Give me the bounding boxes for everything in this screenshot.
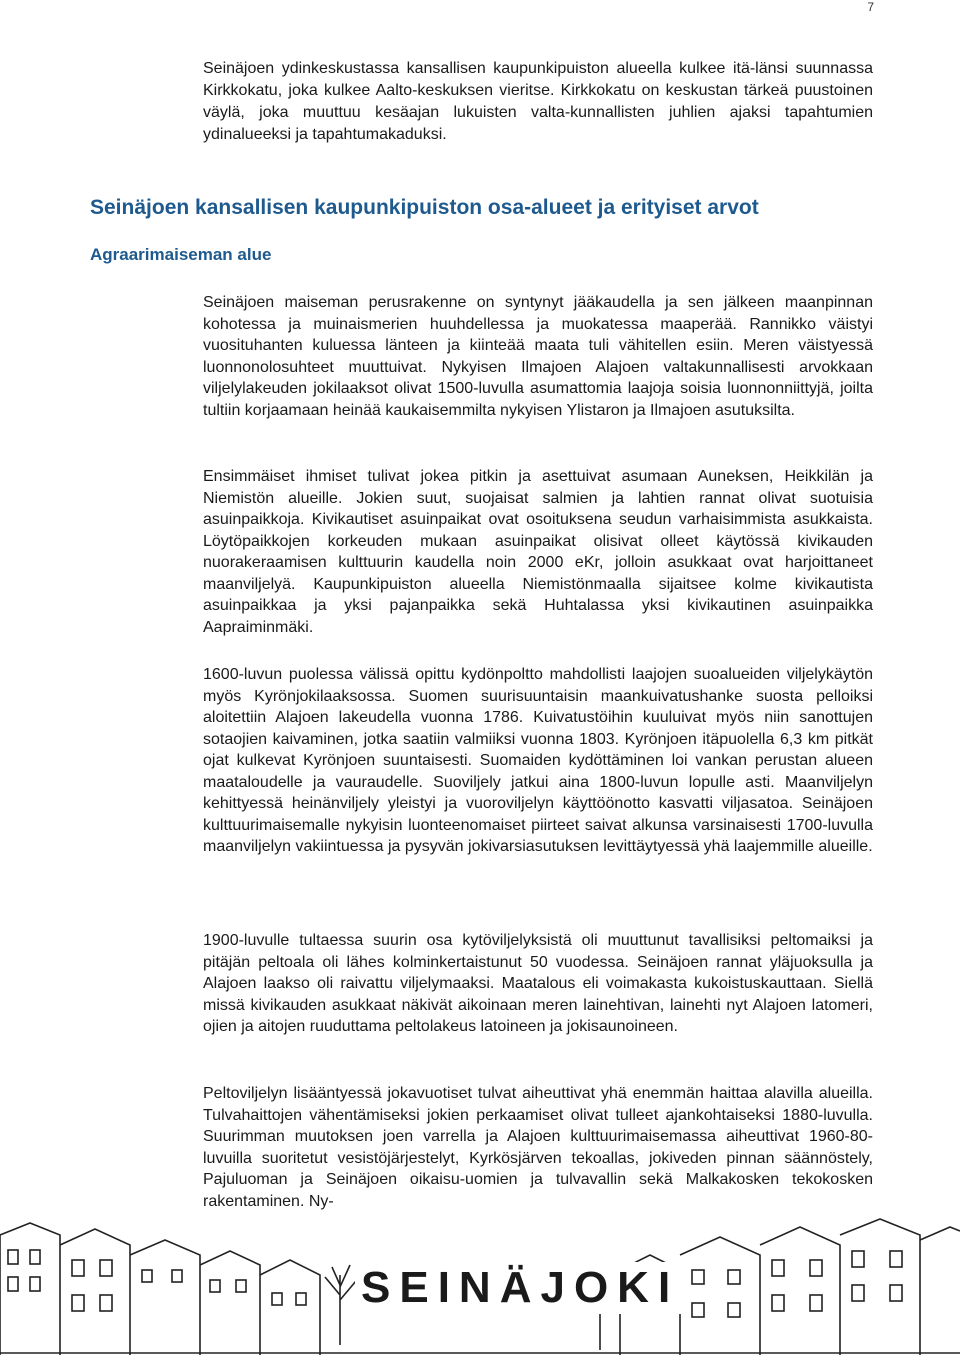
body-paragraph-4: 1900-luvulle tultaessa suurin osa kytöviljelyksistä oli muuttunut tavallisiksi peltomaiksi ja pitäjän peltoala oli lähes kolminkertaistunut 50 vuodessa. Seinäjoen rannat yläjuoksulla ja Alajoen laakso oli raivattu viljelymaaksi. Maatalous eli voimakasta kukoistuskauttaan. Siellä missä kivikauden asukkaat näkivät aikoinaan meren lainehtivan, lainehti nyt Alajoen latomeri, ojien ja aitojen ruuduttama peltolakeus latoineen ja jokisaunoineen. xyxy=(203,932,873,1035)
body-paragraph-2: Ensimmäiset ihmiset tulivat jokea pitkin ja asettuivat asumaan Auneksen, Heikkilän ja Niemistön alueille. Jokien suut, suojaisat salmien ja lahtien rannat olivat suotuisia asuinpaikkoja. Kivikautiset asuinpaikat ovat osoituksena seudun varhaisimmista asukkaista. Löytöpaikkojen korkeuden mukaan asuinpaikat olisivat olleet käytössä kivikauden nuorakeraamisen kulttuurin kaudella noin 2000 eKr, jolloin asukkaat ovat harjoittaneet maanviljelyä. Kaupunkipuiston alueella Niemistönmaalla sijaitsee kolme kivikautista asuinpaikkaa ja yksi pajanpaikka sekä Huhtalassa yksi kivikautinen asuinpaikka Aapraiminmäki. xyxy=(203,468,873,636)
body-paragraph-5: Peltoviljelyn lisääntyessä jokavuotiset tulvat aiheuttivat yhä enemmän haittaa alavilla alueilla. Tulvahaittojen vähentämiseksi jokien perkaamiset olivat tulleet ajankohtaiseksi 1880-luvulla. Suurimman muutoksen joen varrella ja Alajoen kulttuurimaisemassa aiheuttivat 1960-80-luvuilla suoritetut vesistöjärjestelyt, Kyrkösjärven tekoallas, jokiveden pinnan säännöstely, Pajuluoman ja Seinäjoen oikaisu-uomien ja tulvavallin sekä Malkakosken tekokosken rakentaminen. Ny- xyxy=(203,1085,873,1210)
body-paragraph-3: 1600-luvun puolessa välissä opittu kydönpoltto mahdollisti laajojen suoalueiden viljelykäytön myös Kyrönjokilaaksossa. Suomen suurisuuntaisin maankuivatushanke suosta pelloiksi aloitettiin Alajoen lakeudella vuonna 1786. Kuivatustöihin kuuluivat myös niin sanottujen sotaojien kaivaminen, jotka saatiin valmiiksi vuonna 1803. Kyrönjoen itäpuolella 6,3 km pitkät ojat kulkevat Kyrönjoen suuntaisesti. Suomaiden kydöttäminen loi vankan perustan alueen maataloudelle ja vauraudelle. Suoviljely jatkui aina 1800-luvun lopulle asti. Maanviljelyn kehittyessä heinänviljely yleistyi ja vuoroviljelyn käyttöönotto kasvatti viljasatoa. Seinäjoen kulttuurimaisemalle nykyisin luonteenomaiset piirteet saivat alkunsa varsinaisesti 1700-luvulla maanviljelyn vakiintuessa ja pysyvän jokivarsiasutuksen levittäytyessä yhä laajemmille alueille. xyxy=(203,666,873,855)
subsection-title: Agraarimaiseman alue xyxy=(90,245,272,264)
page-number: 7 xyxy=(867,0,874,14)
section-title: Seinäjoen kansallisen kaupunkipuiston osa-alueet ja erityiset arvot xyxy=(90,196,759,219)
body-paragraph-1: Seinäjoen maiseman perusrakenne on syntynyt jääkaudella ja sen jälkeen maanpinnan kohotessa ja muinaismerien huuhdellessa ja muokatessa maaperää. Rannikko väistyi vuosituhanten kuluessa länteen ja kiinteää maata tuli vähitellen esiin. Meren väistyessä luonnonolosuhteet muuttuivat. Nykyisen Ilmajoen Alajoen valtakunnallisesti arvokkaan viljelylakeuden jokilaaksot olivat 1500-luvulla asumattomia laajoja soisia luonnonniittyjä, joilta tultiin korjaamaan heinää kaukaisemmilta nykyisen Ylistaron ja Ilmajoen asutuksilta. xyxy=(203,294,873,419)
intro-paragraph: Seinäjoen ydinkeskustassa kansallisen kaupunkipuiston alueella kulkee itä-länsi suunnassa Kirkkokatu, joka kulkee Aalto-keskuksen vieritse. Kirkkokatu on keskustan tärkeä puustoinen väylä, joka muuttuu kesäajan lukuisten valta-kunnallisten juhlien ajaksi tapahtumien ydinalueeksi ja tapahtumakaduksi. xyxy=(203,60,873,143)
seinajoki-logo: SEINÄJOKI xyxy=(355,1262,685,1314)
